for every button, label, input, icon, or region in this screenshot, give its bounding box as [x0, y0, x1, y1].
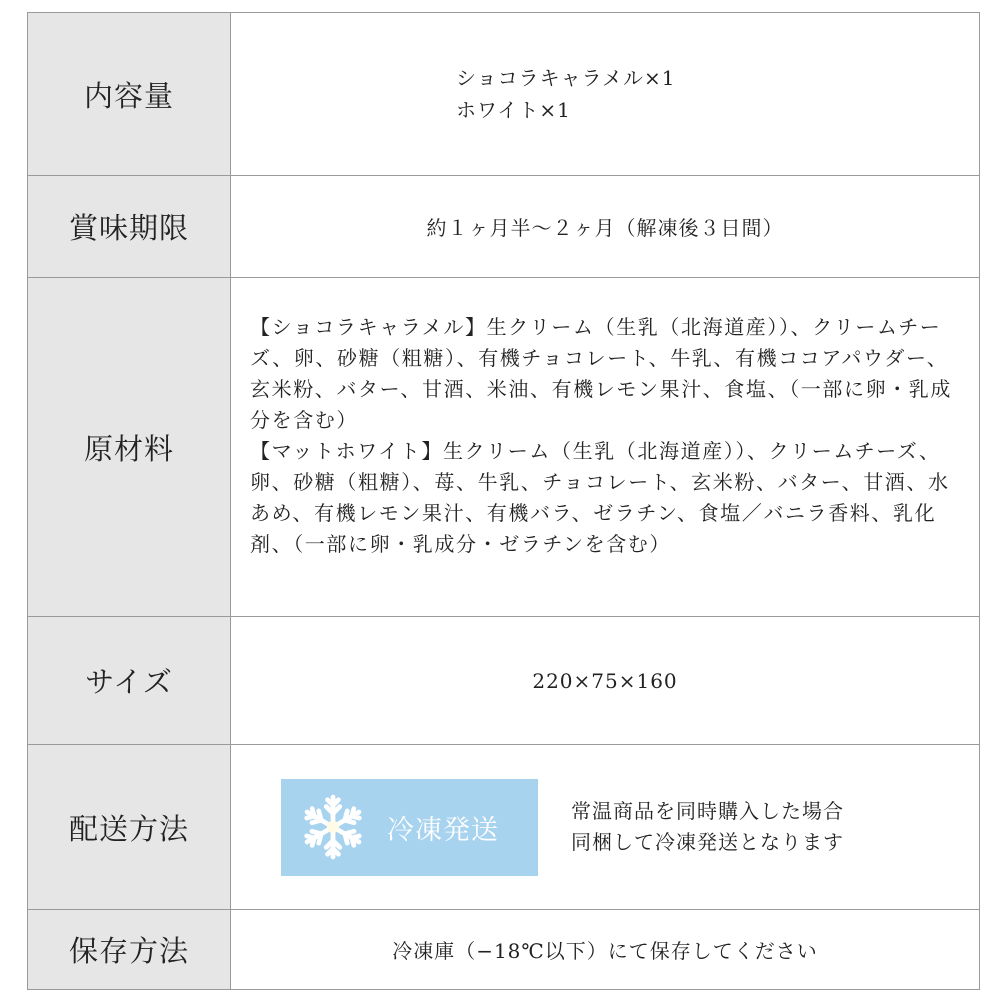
size-text: 220×75×160	[532, 668, 678, 693]
frozen-shipping-badge	[281, 779, 538, 876]
size-value	[231, 617, 980, 745]
storage-value	[231, 910, 980, 990]
storage-label: 保存方法	[28, 910, 231, 990]
storage-text: 冷凍庫（−18℃以下）にて保存してください	[392, 939, 818, 963]
shelf-life-label: 賞味期限	[28, 176, 231, 278]
row-ingredients	[28, 278, 980, 617]
contents-line-2: ホワイト×1	[456, 98, 571, 122]
delivery-content	[281, 779, 979, 876]
contents-line-1: ショコラキャラメル×1	[456, 66, 676, 90]
product-spec-table	[27, 12, 980, 990]
ingredients-label: 原材料	[28, 278, 231, 617]
row-storage	[28, 910, 980, 990]
shelf-life-text: 約１ヶ月半～２ヶ月（解凍後３日間）	[426, 216, 784, 240]
row-contents	[28, 13, 980, 176]
delivery-label: 配送方法	[28, 745, 231, 910]
contents-label: 内容量	[28, 13, 231, 176]
row-shelf-life	[28, 176, 980, 278]
contents-value	[231, 13, 980, 176]
frozen-shipping-text: 冷凍発送	[387, 814, 499, 846]
ingredients-matte-white: 【マットホワイト】生クリーム（生乳（北海道産））、クリームチーズ、卵、砂糖（粗糖）、苺、牛乳、チョコレート、玄米粉、バター、甘酒、水あめ、有機レモン果汁、有機バラ、ゼラチン、食塩／バニラ香料、乳化剤、（一部に卵・乳成分・ゼラチンを含む）	[250, 439, 950, 556]
row-delivery	[28, 745, 980, 910]
snowflake-icon	[299, 793, 367, 861]
ingredients-text	[250, 312, 959, 560]
row-size	[28, 617, 980, 745]
contents-lines	[456, 62, 979, 126]
size-label: サイズ	[28, 617, 231, 745]
ingredients-chocolat-caramel: 【ショコラキャラメル】生クリーム（生乳（北海道産））、クリームチーズ、卵、砂糖（粗糖）、有機チョコレート、牛乳、有機ココアパウダー、玄米粉、バター、甘酒、米油、有機レモン果汁、食塩、（一部に卵・乳成分を含む）	[250, 315, 952, 432]
delivery-note	[571, 796, 844, 858]
delivery-value	[231, 745, 980, 910]
delivery-note-line-2: 同梱して冷凍発送となります	[571, 830, 844, 854]
ingredients-value	[231, 278, 980, 617]
shelf-life-value	[231, 176, 980, 278]
delivery-note-line-1: 常温商品を同時購入した場合	[571, 799, 844, 823]
